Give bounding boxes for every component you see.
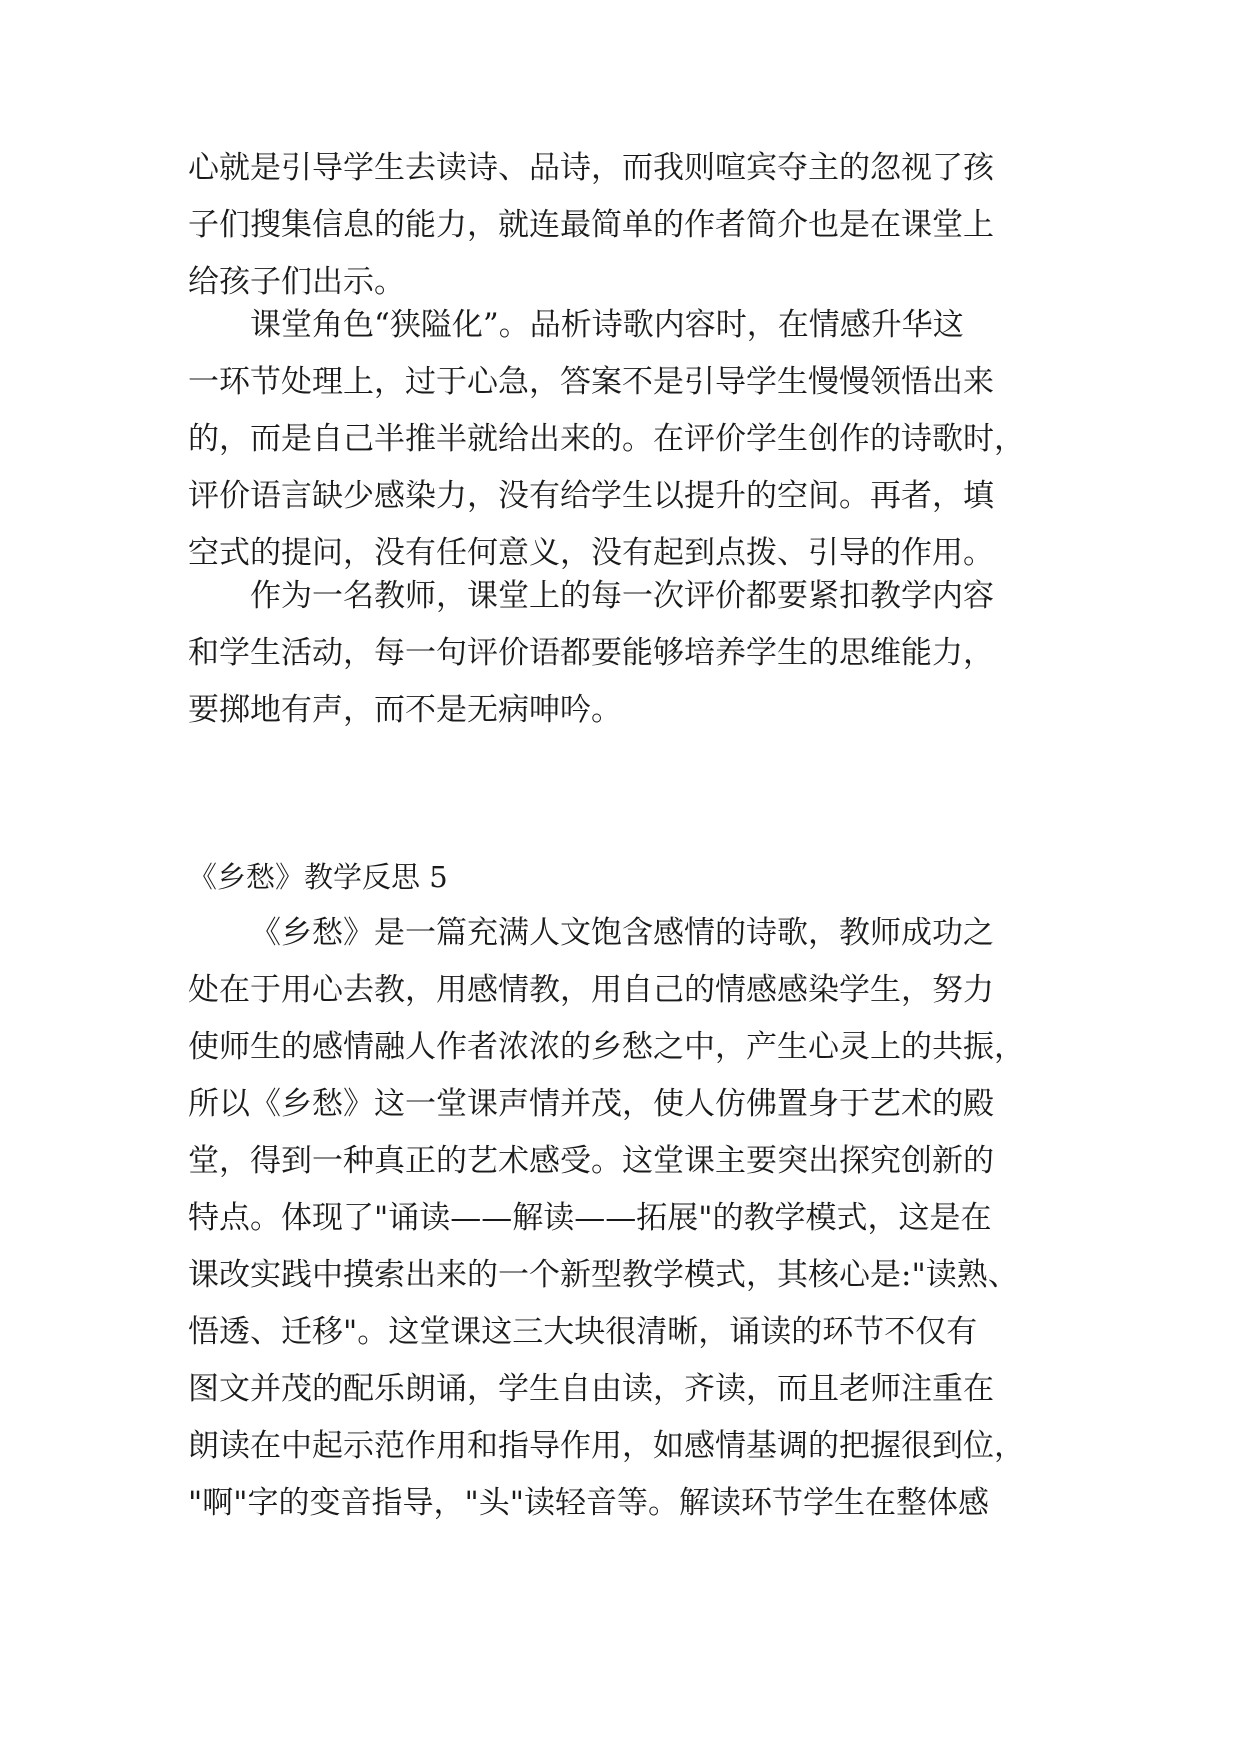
text-line: 使师生的感情融人作者浓浓的乡愁之中，产生心灵上的共振，	[188, 1029, 1025, 1065]
text-line: 子们搜集信息的能力，就连最简单的作者简介也是在课堂上	[188, 207, 994, 243]
text-line: 空式的提问，没有任何意义，没有起到点拨、引导的作用。	[188, 535, 994, 571]
text-line: 堂，得到一种真正的艺术感受。这堂课主要突出探究创新的	[188, 1143, 994, 1179]
paragraph-classroom-role	[188, 297, 1068, 582]
text-line: 要掷地有声，而不是无病呻吟。	[188, 692, 622, 728]
text-line: 作为一名教师，课堂上的每一次评价都要紧扣教学内容	[250, 578, 994, 614]
text-line: 所以《乡愁》这一堂课声情并茂，使人仿佛置身于艺术的殿	[188, 1086, 994, 1122]
text-line: 图文并茂的配乐朗诵，学生自由读，齐读，而且老师注重在	[188, 1371, 994, 1407]
section-heading: 《乡愁》教学反思 5	[188, 860, 448, 894]
text-line: 心就是引导学生去读诗、品诗，而我则喧宾夺主的忽视了孩	[188, 150, 994, 186]
text-line: 课堂角色“狭隘化”。品析诗歌内容时，在情感升华这	[250, 307, 964, 343]
text-line: 和学生活动，每一句评价语都要能够培养学生的思维能力，	[188, 635, 994, 671]
paragraph-xiangchou	[188, 905, 1068, 1532]
text-line: 特点。体现了"诵读——解读——拓展"的教学模式，这是在	[188, 1200, 992, 1236]
paragraph-as-teacher	[188, 568, 1068, 739]
text-line: 课改实践中摸索出来的一个新型教学模式，其核心是:"读熟、	[188, 1257, 1019, 1293]
text-line: 处在于用心去教，用感情教，用自己的情感感染学生，努力	[188, 972, 994, 1008]
text-line: 给孩子们出示。	[188, 264, 405, 300]
text-line: 评价语言缺少感染力，没有给学生以提升的空间。再者，填	[188, 478, 994, 514]
text-line: 的，而是自己半推半就给出来的。在评价学生创作的诗歌时，	[188, 421, 1025, 457]
text-line: 一环节处理上，过于心急，答案不是引导学生慢慢领悟出来	[188, 364, 994, 400]
text-line: 悟透、迁移"。这堂课这三大块很清晰，诵读的环节不仅有	[188, 1314, 978, 1350]
text-line: 朗读在中起示范作用和指导作用，如感情基调的把握很到位，	[188, 1428, 1025, 1464]
text-line: "啊"字的变音指导，"头"读轻音等。解读环节学生在整体感	[188, 1485, 990, 1521]
paragraph-continued	[188, 140, 1068, 311]
text-line: 《乡愁》是一篇充满人文饱含感情的诗歌，教师成功之	[250, 915, 994, 951]
